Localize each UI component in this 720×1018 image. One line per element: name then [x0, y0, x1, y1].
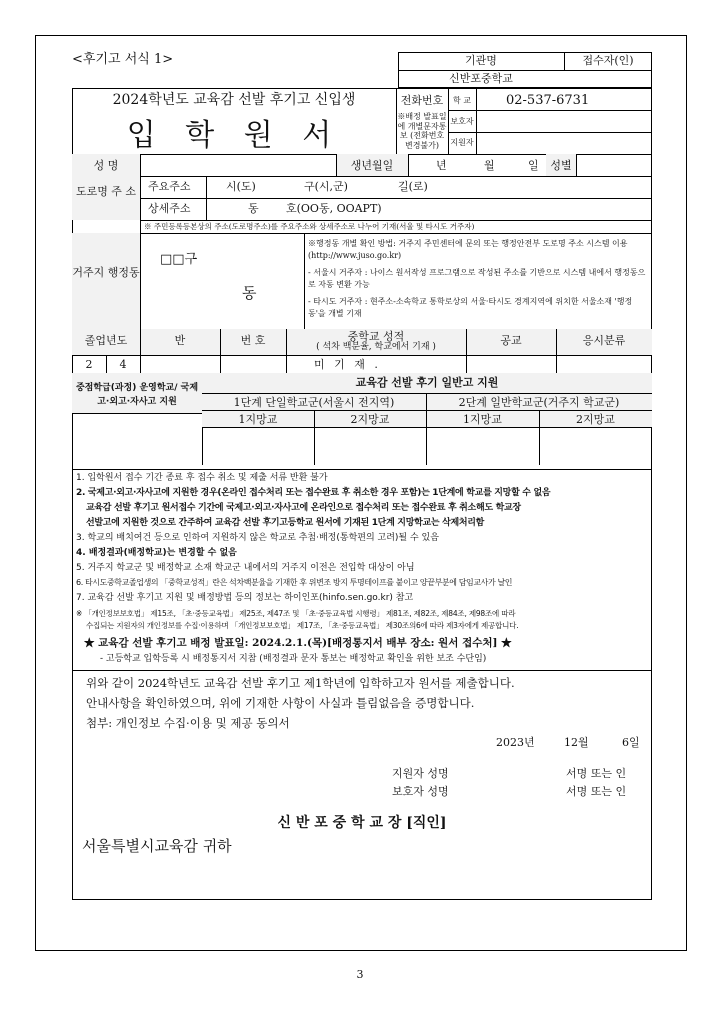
- class-label: 반: [174, 334, 186, 347]
- school-name: 신반포중학교: [449, 72, 513, 85]
- declaration-line-2: 안내사항을 확인하였으며, 위에 기재한 사항이 사실과 틀림없음을 증명합니다.: [86, 696, 475, 710]
- address-label: 도로명 주 소: [75, 185, 137, 198]
- choice-2-label: 2지망교: [350, 413, 390, 426]
- address-dong: 동: [248, 202, 259, 215]
- ged-label: 공교: [500, 334, 522, 347]
- notice-4: 4. 배정결과(배정학교)는 변경할 수 없음: [76, 548, 237, 558]
- announcement: ★ 교육감 선발 후기고 배정 발표일: 2024.2.1.(목)[배정통지서 배부 장소: 원서 접수처] ★: [84, 637, 512, 649]
- name-label: 성 명: [93, 159, 119, 172]
- form-subtitle: 2024학년도 교육감 선발 후기고 신입생: [112, 92, 356, 108]
- notice-6: 6. 타시도중학교졸업생의 「중학교성적」란은 석차백분율을 기재한 후 위변조 방지 투명테이프를 붙이고 양끝부분에 담임교사가 날인: [76, 578, 513, 587]
- gender-label: 성별: [550, 159, 572, 172]
- recipient: 서울특별시교육감 귀하: [82, 837, 232, 855]
- residence-gu: □□구: [160, 252, 198, 267]
- applicant-sign-label: 지원자 성명: [392, 767, 449, 780]
- grad-year-digit-2: 4: [119, 358, 127, 371]
- score-sub-label: ( 석차 백분율, 학교에서 기재 ): [316, 342, 436, 352]
- grad-year-label: 졸업년도: [84, 334, 128, 347]
- privacy-note-2: 수집되는 지원자의 개인정보를 수집·이용하며 「개인정보보호법」 제17조, 「초·중등교육법」 제30조의6에 따라 제3자에게 제공합니다.: [86, 621, 519, 630]
- notice-3: 3. 학교의 배치여건 등으로 인하여 지원하지 않은 학교로 추첨·배정(통학편의 고려)될 수 있음: [76, 533, 439, 543]
- general-school-header: 교육감 선발 후기 일반고 지원: [355, 376, 499, 389]
- stage-1-label: 1단계 단일학교군(서울시 전지역): [233, 396, 395, 409]
- special-school-header: 중점학급(과정) 운영학교/ 국제고·외고·자사고 지원: [75, 383, 199, 407]
- main-address-label: 주요주소: [148, 180, 191, 193]
- applicant-phone-label: 지원자: [450, 138, 474, 147]
- birth-day: 일: [528, 159, 539, 172]
- score-label: 중학교 성적: [347, 330, 405, 343]
- residence-note-1: ※행정동 개별 확인 방법: 거주지 주민센터에 문의 또는 행정안전부 도로명 주소 시스템 이용(http://www.juso.go.kr): [308, 239, 628, 260]
- form-page: [35, 35, 687, 951]
- choice-4-label: 2지망교: [576, 413, 615, 426]
- grad-year-digit-1: 2: [85, 358, 93, 371]
- birth-label: 생년월일: [350, 159, 394, 172]
- residence-note-2: - 서울시 거주자 : 나이스 원서작성 프로그램으로 작성된 주소를 기반으로 시스템 내에서 행정동으로 자동 변환 가능: [308, 268, 646, 289]
- stage-2-label: 2단계 일반학교군(거주지 학교군): [458, 396, 620, 409]
- score-value: 미 기 재 .: [314, 358, 381, 371]
- detail-address-label: 상세주소: [148, 202, 191, 215]
- notice-2: 2. 국제고·외고·자사고에 지원한 경우(온라인 접수처리 또는 접수완료 후 취소한 경우 포함)는 1단계에 학교를 지망할 수 없음: [76, 488, 551, 498]
- choice-1-label: 1지망교: [238, 413, 278, 426]
- birth-year: 년: [436, 159, 447, 172]
- school-phone: 02-537-6731: [506, 93, 590, 108]
- category-label: 응시분류: [582, 334, 626, 347]
- declaration-day: 6일: [622, 736, 640, 749]
- applicant-sign-field[interactable]: 서명 또는 인: [566, 767, 627, 780]
- notice-list: [76, 473, 648, 608]
- residence-dong: 동: [242, 284, 257, 302]
- address-note: ※ 주민등록등본상의 주소(도로명주소)를 주요주소와 상세주소로 나누어 기재(서울 및 타시도 거주자): [144, 222, 475, 231]
- number-label: 번 호: [240, 334, 266, 347]
- declaration-year: 2023년: [496, 736, 535, 749]
- guardian-sign-field[interactable]: 서명 또는 인: [566, 785, 627, 798]
- notice-1: 1. 입학원서 접수 기간 종료 후 접수 취소 및 제출 서류 반환 불가: [76, 473, 328, 483]
- principal-name: 신 반 포 중 학 교 장 [직인]: [277, 815, 447, 831]
- school-phone-label: 학 교: [453, 96, 471, 105]
- address-ho: 호(OO동, OOAPT): [286, 202, 382, 215]
- residence-note-3: - 타시도 거주자 : 현주소-소속학교 통학로상의 서울·타시도 경계지역에 위치한 서울소재 '행정동'을 개별 기재: [308, 297, 633, 318]
- birth-month: 월: [484, 159, 495, 172]
- notice-7: 7. 교육감 선발 후기고 지원 및 배정방법 등의 정보는 하이인포(hinfo.sen.go.kr) 참고: [76, 593, 414, 603]
- address-gu: 구(시,군): [304, 180, 348, 193]
- residence-label: 거주지 행정동: [72, 266, 140, 279]
- attachment-note: 첨부: 개인정보 수집·이용 및 제공 동의서: [86, 716, 290, 730]
- notice-5: 5. 거주지 학교군 및 배정학교 소재 학교군 내에서의 거주지 이전은 전입학 대상이 아님: [76, 563, 415, 573]
- declaration-line-1: 위와 같이 2024학년도 교육감 선발 후기고 제1학년에 입학하고자 원서를 제출합니다.: [86, 676, 515, 690]
- privacy-note-1: ※ 「개인정보보호법」 제15조, 「초·중등교육법」 제25조, 제47조 및 「초·중등교육법 시행령」 제81조, 제82조, 제84조, 제98조에 따라: [76, 609, 516, 618]
- page-number: 3: [356, 968, 364, 981]
- receiver-label: 접수자(인): [582, 54, 634, 67]
- declaration-month: 12월: [564, 736, 589, 749]
- announcement-sub: - 고등학교 입학등록 시 배정통지서 지참 (배정결과 문자 통보는 배정학교 확인을 위한 보조 수단임): [100, 654, 487, 664]
- phone-label: 전화번호: [400, 94, 444, 107]
- address-gil: 길(로): [398, 180, 428, 193]
- org-label: 기관명: [465, 54, 497, 67]
- form-label: <후기고 서식 1>: [72, 52, 174, 67]
- notice-2-cont: 교육감 선발 후기고 원서접수 기간에 국제고·외고·자사고에 온라인으로 접수처리 또는 접수완료 후 취소해도 학교장: [86, 503, 521, 513]
- guardian-sign-label: 보호자 성명: [392, 785, 449, 798]
- form-title: 입 학 원 서: [126, 118, 342, 153]
- guardian-phone-label: 보호자: [450, 117, 474, 126]
- choice-3-label: 1지망교: [463, 413, 502, 426]
- phone-note: ※배정 발표일에 개별문자통보 (전화번호변경불가): [397, 112, 447, 150]
- address-si: 시(도): [226, 180, 256, 193]
- notice-2-cont-2: 선발고에 지원한 것으로 간주하여 교육감 선발 후기고등학교 원서에 기재된 1단계 지망학교는 삭제처리함: [86, 518, 485, 528]
